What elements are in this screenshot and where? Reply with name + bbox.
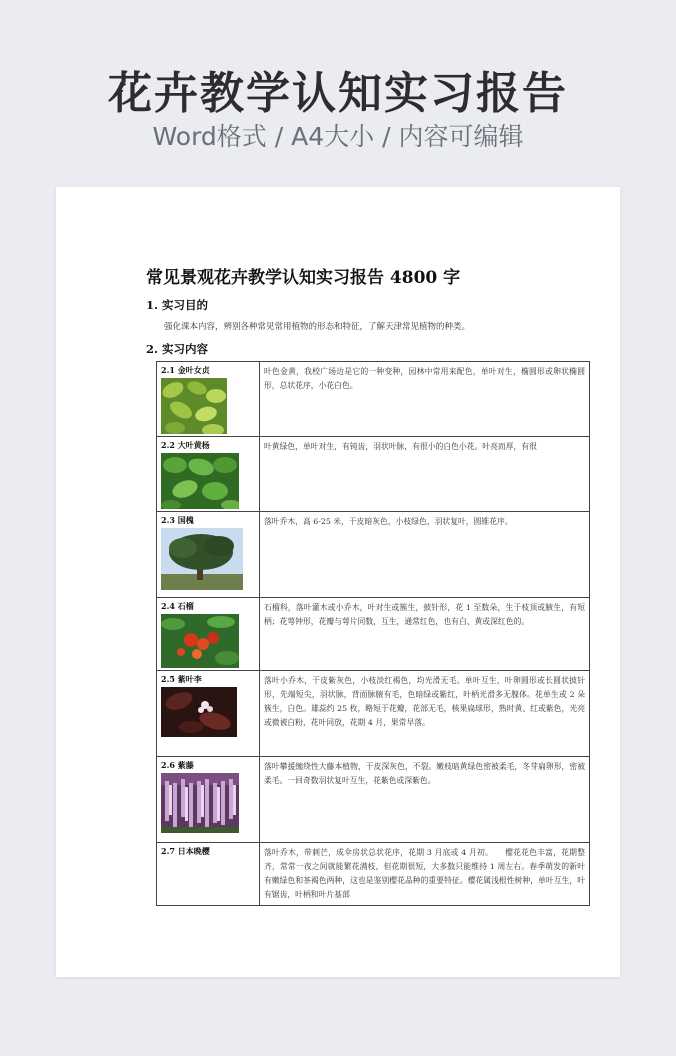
section-heading-purpose: 1. 实习目的 — [146, 298, 209, 312]
plant-name: 2.2 大叶黄杨 — [161, 440, 210, 450]
document-page — [56, 187, 620, 977]
plant-desc-cell — [260, 437, 590, 512]
section-heading-content: 2. 实习内容 — [146, 342, 209, 356]
plant-desc-cell — [260, 843, 590, 906]
plant-photo-golden-privet — [161, 378, 227, 434]
plant-photo-boxwood — [161, 453, 239, 509]
plant-desc-cell — [260, 512, 590, 598]
plant-desc-cell — [260, 362, 590, 437]
page-subtitle: Word格式 / A4大小 / 内容可编辑 — [152, 122, 524, 151]
plant-name-cell — [157, 437, 260, 512]
document-title: 常见景观花卉教学认知实习报告 4800 字 — [146, 268, 461, 288]
table-row — [157, 757, 590, 843]
plant-description: 落叶小乔木，干皮紫灰色，小枝淡红褐色，均光滑无毛。单叶互生，叶卵圆形或长圆状披针形，先端短尖，羽状脉，背面脉腋有毛，色暗绿或紫红，叶柄光滑多无腺体。花单生或 2 朵簇生，白色。雄蕊约 25 枚，略短于花瓣，花部无毛，核果扁球形，熟时黄、红或紫色，光亮或微被白粉，花叶同放，花期 4 月，果常早落。 — [264, 676, 585, 727]
plant-name-cell — [157, 598, 260, 671]
plant-description: 石榴科，落叶灌木或小乔木，叶对生或簇生，披针形，花 1 至数朵，生于枝顶或腋生，有短柄；花萼钟形，花瓣与萼片同数，互生，通常红色，也有白、黄或深红色的。 — [264, 603, 585, 626]
plant-desc-cell — [260, 598, 590, 671]
plant-description: 落叶乔木，带刺芒，成伞房状总状花序，花期 3 月底或 4 月初。 樱花花色丰富，花期整齐，常常一夜之间就能繁花满枝，但花期很短，大多数只能维持 1 周左右。春季萌发的新叶有嫩绿色和茶褐色两种，这也是鉴别樱花品种的重要特征。樱花属浅根性树种，单叶互生，叶有锯齿，叶柄和叶片基部 — [264, 848, 585, 899]
plant-name: 2.4 石榴 — [161, 601, 194, 611]
plant-name-cell — [157, 362, 260, 437]
plant-name: 2.7 日本晚樱 — [161, 846, 210, 856]
plant-name: 2.6 紫藤 — [161, 760, 194, 770]
table-row — [157, 598, 590, 671]
plant-photo-pagoda-tree — [161, 528, 243, 590]
plant-photo-pomegranate — [161, 614, 239, 668]
plant-description: 叶黄绿色，单叶对生，有钝齿，羽状叶脉，有很小的白色小花。叶亮而厚，有很 — [264, 442, 537, 451]
table-row — [157, 362, 590, 437]
plant-description: 叶色金黄，我校广场边是它的一种变种，园林中常用来配色，单叶对生，椭圆形或卵状椭圆形，总状花序，小花白色。 — [264, 367, 585, 390]
plant-table — [156, 361, 590, 906]
table-row — [157, 512, 590, 598]
plant-desc-cell — [260, 757, 590, 843]
page-title: 花卉教学认知实习报告 — [108, 68, 568, 119]
plant-name-cell — [157, 757, 260, 843]
plant-photo-purple-plum — [161, 687, 237, 737]
plant-name: 2.1 金叶女贞 — [161, 365, 210, 375]
table-row — [157, 671, 590, 757]
table-row — [157, 437, 590, 512]
plant-name-cell — [157, 671, 260, 757]
plant-description: 落叶乔木，高 6-25 米，干皮暗灰色，小枝绿色，羽状复叶，圆锥花序。 — [264, 517, 513, 526]
plant-name-cell — [157, 843, 260, 906]
plant-name: 2.5 紫叶李 — [161, 674, 202, 684]
plant-name-cell — [157, 512, 260, 598]
plant-description: 落叶攀援缠绕性大藤本植物，干皮深灰色，不裂。嫩枝暗黄绿色密被柔毛，冬芽扁卵形，密被柔毛。一回奇数羽状复叶互生，花紫色或深紫色。 — [264, 762, 585, 785]
plant-name: 2.3 国槐 — [161, 515, 194, 525]
plant-photo-wisteria — [161, 773, 239, 833]
table-row — [157, 843, 590, 906]
plant-desc-cell — [260, 671, 590, 757]
section-text-purpose: 强化课本内容，辨别各种常见常用植物的形态和特征，了解天津常见植物的种类。 — [164, 322, 471, 332]
